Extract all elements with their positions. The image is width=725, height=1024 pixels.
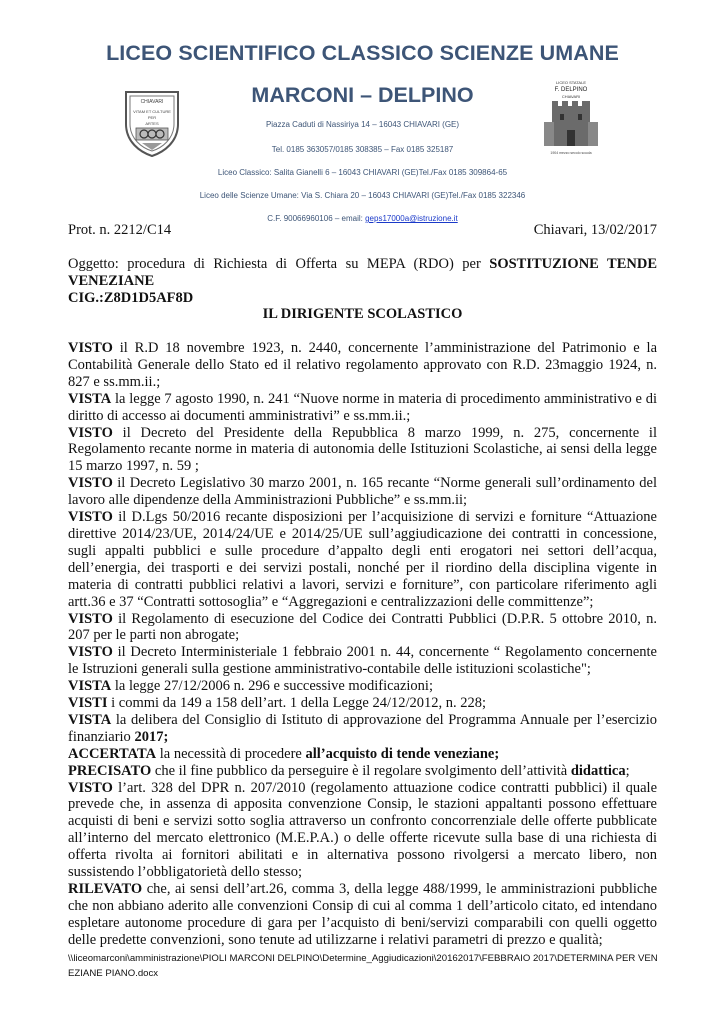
paragraph xyxy=(68,712,657,746)
crest-motto-2: PER xyxy=(147,115,157,120)
cig-code: CIG.:Z8D1D5AF8D xyxy=(68,289,194,306)
subject-line-2 xyxy=(68,273,657,290)
school-subname: MARCONI – DELPINO xyxy=(251,83,474,107)
crest-city-text: CHIAVARI xyxy=(140,99,164,105)
delpino-castle-logo xyxy=(538,78,604,160)
paragraph-lead: VISTO xyxy=(68,475,113,492)
main-body xyxy=(68,340,657,949)
logo-caption: 1904 mezzo secolo scuola xyxy=(550,151,592,155)
paragraph xyxy=(68,678,657,695)
paragraph-text: i commi da 149 a 158 dell’art. 1 della Legge 24/12/2012, n. 228; xyxy=(107,695,487,712)
logo-line-1: LICEO STATALE xyxy=(555,80,587,85)
paragraph-text: la legge 7 agosto 1990, n. 241 “Nuove norme in materia di procedimento amministrativo e di diritto di accesso ai documenti amministrativi” e ss.mm.ii.; xyxy=(68,390,657,424)
paragraph-lead: VISTA xyxy=(68,711,112,728)
paragraph-lead: VISTA xyxy=(68,390,112,407)
paragraph xyxy=(68,695,657,712)
paragraph-text: il D.Lgs 50/2016 recante disposizioni per l’acquisizione di servizi e forniture “Attuazione direttive 2014/23/UE, 2014/24/UE e 2014/25/UE sull’aggiudicazione dei contratti in concessione, sugli appalti pubblici e sulle procedure d’appalto degli enti erogatori nei settori dell’acqua, dell’energia, dei trasporti e dei servizi postali, nonché per il riordino della disciplina vigente in materia di contratti pubblici relativi a lavori, servizi e forniture”, con particolare riferimento agli artt.36 e 37 “Contratti sottosoglia” e “Aggregazioni e centralizzazioni delle committenze”; xyxy=(68,509,657,610)
paragraph xyxy=(68,509,657,610)
paragraph xyxy=(68,340,657,391)
paragraph-lead: VISTO xyxy=(68,644,113,661)
paragraph-lead: VISTO xyxy=(68,509,113,526)
paragraph-text: che il fine pubblico da perseguire è il regolare svolgimento dell’attività xyxy=(151,762,571,779)
paragraph-lead: VISTA xyxy=(68,678,112,695)
subject-bold: SOSTITUZIONE TENDE xyxy=(489,256,658,272)
document-title: IL DIRIGENTE SCOLASTICO xyxy=(262,306,463,322)
paragraph-lead: VISTO xyxy=(68,340,113,356)
paragraph xyxy=(68,425,657,476)
crest-motto-1: VITAM ET CULTURE xyxy=(133,109,171,114)
address-classico: Liceo Classico: Salita Gianelli 6 – 16043 CHIAVARI (GE)Tel./Fax 0185 309864-65 xyxy=(217,168,508,177)
logo-line-2: F. DELPINO xyxy=(554,87,588,93)
cf-email-line xyxy=(150,214,575,223)
paragraph xyxy=(68,644,657,678)
cf-label: C.F. 90066960106 – email: xyxy=(267,214,366,223)
paragraph-tail-bold: all’acquisto di tende veneziane; xyxy=(305,745,500,762)
paragraph xyxy=(68,881,657,949)
logo-line-3: CHIAVARI xyxy=(561,94,581,99)
paragraph-text: la delibera del Consiglio di Istituto di approvazione del Programma Annuale per l’esercizio finanziario xyxy=(68,711,657,745)
paragraph-lead: VISTO xyxy=(68,610,113,627)
subject-bold-2: VENEZIANE xyxy=(68,272,155,289)
address-scienze: Liceo delle Scienze Umane: Via S. Chiara 20 – 16043 CHIAVARI (GE)Tel./Fax 0185 322346 xyxy=(199,191,526,200)
paragraph xyxy=(68,391,657,425)
school-crest-logo xyxy=(120,86,184,158)
paragraph xyxy=(68,746,657,763)
phone-line: Tel. 0185 363057/0185 308385 – Fax 0185 325187 xyxy=(271,145,454,154)
subject-text: Oggetto: procedura di Richiesta di Offerta su MEPA (RDO) per xyxy=(68,256,490,272)
address-main: Piazza Caduti di Nassiriya 14 – 16043 CHIAVARI (GE) xyxy=(265,120,460,129)
crest-motto-3: ARTES xyxy=(145,121,159,126)
paragraph-lead: VISTI xyxy=(68,695,108,712)
paragraph xyxy=(68,475,657,509)
email-link[interactable]: geps17000a@istruzione.it xyxy=(365,214,458,223)
file-path-footer: \\liceomarconi\amministrazione\PIOLI MARCONI DELPINO\Determine_Aggiudicazioni\20162017\FEBBRAIO 2017\DETERMINA PER VENEZIANE PIANO.docx xyxy=(68,953,658,979)
paragraph xyxy=(68,611,657,645)
protocol-number: Prot. n. 2212/C14 xyxy=(68,222,172,238)
paragraph-tail-bold: didattica xyxy=(570,762,626,779)
paragraph-text: la necessità di procedere xyxy=(156,745,306,762)
cig-line xyxy=(68,290,657,307)
paragraph xyxy=(68,780,657,881)
subject-block xyxy=(68,256,657,307)
paragraph-text: che, ai sensi dell’art.26, comma 3, della legge 488/1999, le amministrazioni pubbliche che non abbiano aderito alle convenzioni Consip di cui al comma 1 dell’articolo citato, ed intendano espletare autonome procedure di gara per l’acquisto di beni/servizi comparabili con quelli oggetto delle predette convenzioni, sono tenute ad utilizzarne i relativi parametri di prezzo e qualità; xyxy=(68,881,657,948)
subject-line-1 xyxy=(68,256,657,273)
school-name: LICEO SCIENTIFICO CLASSICO SCIENZE UMANE xyxy=(106,41,619,65)
paragraph-text: il Decreto del Presidente della Repubblica 8 marzo 1999, n. 275, concernente il Regolamento recante norme in materia di autonomia delle Istituzioni Scolastiche, ai sensi della legge 15 marzo 1997, n. 59 ; xyxy=(68,424,657,475)
paragraph-text: il R.D 18 novembre 1923, n. 2440, concernente l’amministrazione del Patrimonio e la Contabilità Generale dello Stato ed il relativo regolamento approvato con R.D. 23maggio 1924, n. 827 e ss.mm.ii.; xyxy=(68,340,657,390)
paragraph-tail-text: ; xyxy=(625,762,630,779)
paragraph-text: il Regolamento di esecuzione del Codice dei Contratti Pubblici (D.P.R. 5 ottobre 2010, n. 207 per le parti non abrogate; xyxy=(68,610,657,644)
paragraph-lead: PRECISATO xyxy=(68,762,152,779)
paragraph-text: il Decreto Legislativo 30 marzo 2001, n. 165 recante “Norme generali sull’ordinamento del lavoro alle dipendenze della Amministrazioni Pubbliche” e ss.mm.ii; xyxy=(68,475,657,509)
paragraph-lead: ACCERTATA xyxy=(68,745,157,762)
paragraph-text: il Decreto Interministeriale 1 febbraio 2001 n. 44, concernente “ Regolamento concernente le Istruzioni generali sulla gestione amministrativo-contabile delle istituzioni scolastiche"; xyxy=(68,644,657,678)
paragraph-tail-bold: 2017; xyxy=(134,728,169,745)
paragraph-text: l’art. 328 del DPR n. 207/2010 (regolamento attuazione codice contratti pubblici) il quale prevede che, in assenza di apposita convenzione Consip, le stazioni appaltanti possono effettuare acquisti di beni e servizi sotto soglia attraverso un confronto concorrenziale delle offerte pubblicate all’interno del mercato elettronico (M.E.P.A.) o delle offerte ricevute sulla base di una richiesta di offerta rivolta ai fornitori abilitati e in alternativa possono rivolgersi a mercato libero, non sussistendo l’obbligatorietà dello stesso; xyxy=(68,779,657,881)
paragraph-lead: VISTO xyxy=(68,779,113,796)
paragraph xyxy=(68,763,657,780)
paragraph-lead: RILEVATO xyxy=(68,881,143,897)
document-date: Chiavari, 13/02/2017 xyxy=(533,222,657,238)
paragraph-text: la legge 27/12/2006 n. 296 e successive modificazioni; xyxy=(111,678,433,695)
paragraph-lead: VISTO xyxy=(68,424,113,441)
